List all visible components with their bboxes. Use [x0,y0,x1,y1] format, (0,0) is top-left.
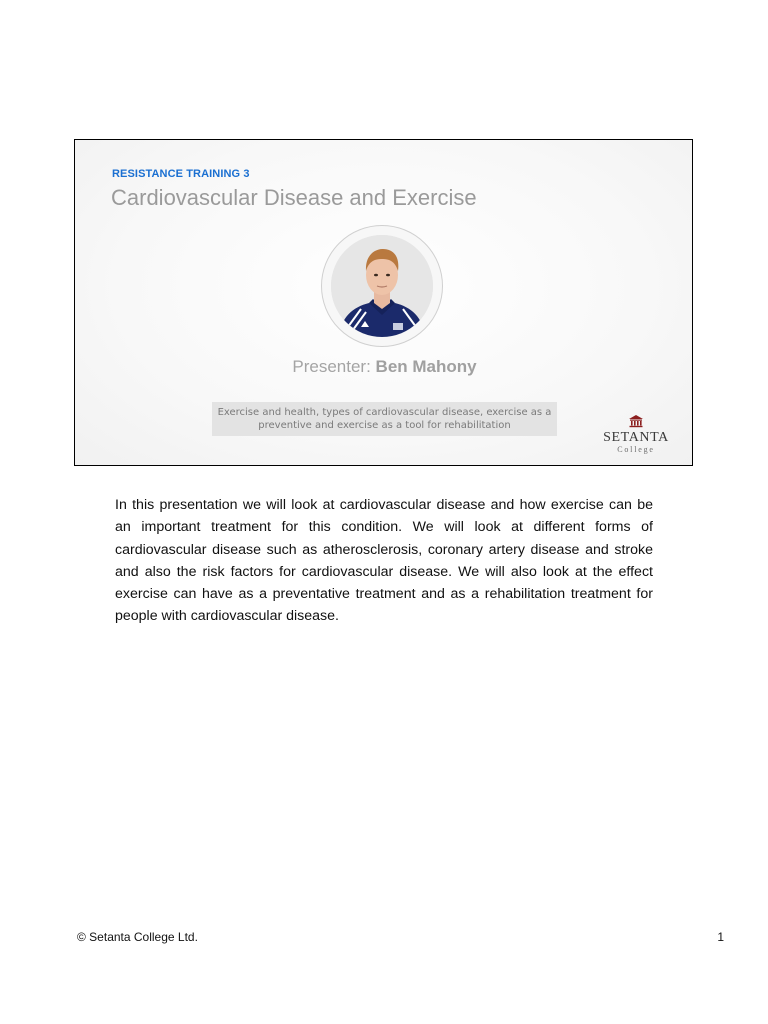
description-line-2: preventive and exercise as a tool for rehabilitation [258,420,511,431]
building-icon [628,414,644,428]
page-number: 1 [717,930,724,944]
presenter-prefix: Presenter: [292,357,376,376]
presenter-photo-svg [331,235,433,337]
presenter-photo-icon [331,235,433,337]
setanta-logo [596,414,676,454]
footer-copyright: © Setanta College Ltd. [77,930,198,944]
description-box [212,402,557,436]
description-line-1: Exercise and health, types of cardiovascular disease, exercise as a [217,407,552,418]
logo-name: SETANTA [603,430,669,445]
presenter-line [75,357,693,377]
slide-title: Cardiovascular Disease and Exercise [111,185,477,210]
logo-subtitle: College [617,445,655,454]
section-label: RESISTANCE TRAINING 3 [112,168,250,180]
speaker-notes: In this presentation we will look at cardiovascular disease and how exercise can be an important treatment for this condition. We will look at different forms of cardiovascular disease such as atherosclerosis, coronary artery disease and stroke and also the risk factors for cardiovascular disease. We will also look at the effect exercise can have as a preventative treatment and as a rehabilitation treatment for people with cardiovascular disease. [115,497,653,625]
presenter-name: Ben Mahony [375,357,477,376]
slide-thumbnail [74,139,693,466]
